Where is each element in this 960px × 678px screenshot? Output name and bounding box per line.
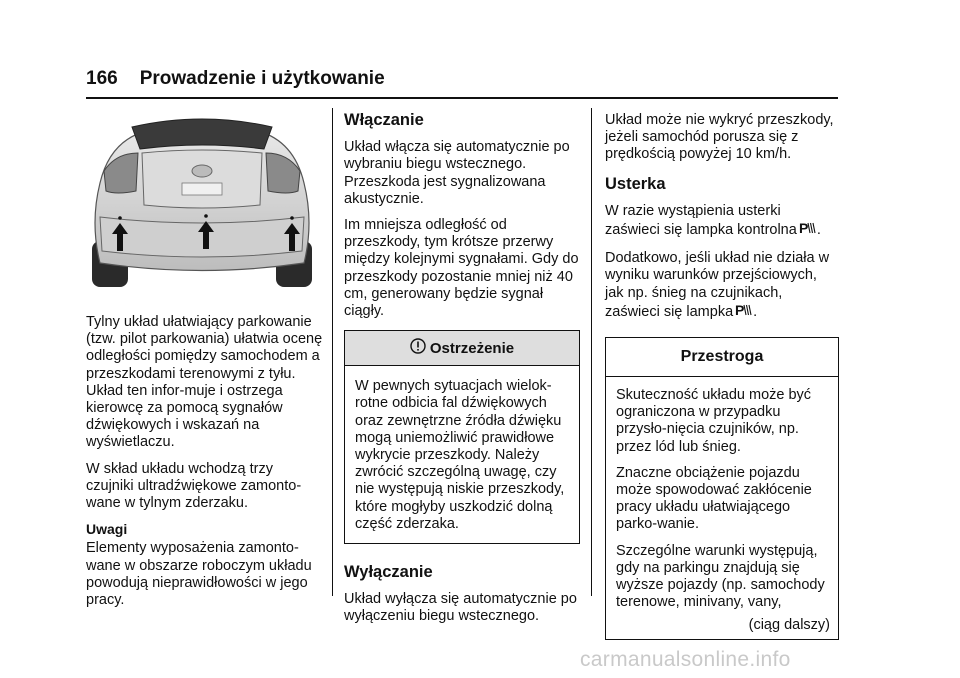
section-heading-off: Wyłączanie [344, 563, 433, 582]
transient-fault-paragraph: Dodatkowo, jeśli układ nie działa w wyniku warunków przejściowych, jak np. śnieg na czujnikach, zaświeci się lampka P . [605, 250, 839, 323]
deactivation-paragraph: Układ wyłącza się automatycznie po wyłączeniu biegu wstecznego. [344, 591, 577, 625]
header-rule [86, 97, 838, 99]
activation-paragraph: Układ włącza się automatycznie po wybraniu biegu wstecznego. Przeszkoda jest sygnalizowana akustycznie. [344, 139, 570, 207]
fault-paragraph: W razie wystąpienia usterki zaświeci się lampka kontrolna P . [605, 203, 839, 241]
caution-box [605, 337, 839, 640]
parking-assist-warning-icon [799, 220, 817, 241]
watermark: carmanualsonline.info [580, 648, 791, 671]
warning-box [344, 330, 580, 544]
car-rear-illustration [86, 113, 318, 293]
intro-paragraph: Tylny układ ułatwiający parkowanie (tzw. pilot parkowania) ułatwia ocenę odległości pomiędzy samochodem a przeszkodami terenowymi z tyłu. Układ ten infor-muje i ostrzega kierowcę za pomocą sygnałów dźwiękowych i wskazań na wyświetlaczu. [86, 314, 323, 451]
section-heading-fault: Usterka [605, 174, 666, 193]
page-header [86, 68, 385, 90]
svg-text:P: P [798, 220, 809, 237]
caution-title: Przestroga [680, 348, 764, 366]
distance-paragraph: Im mniejsza odległość od przeszkody, tym krótsze przerwy między kolejnymi sygnałami. Gdy do przeszkody pozostanie mniej niż 40 cm, generowany będzie sygnał ciągły. [344, 217, 579, 320]
note-text: Elementy wyposażenia zamonto-wane w obszarze roboczym układu powodują nieprawidłowości w jego pracy. [86, 540, 312, 609]
warning-icon [410, 338, 426, 358]
fault-text: W razie wystąpienia usterki zaświeci się lampka kontrolna [605, 202, 797, 239]
right-column [605, 112, 839, 640]
left-column [86, 314, 324, 618]
column-divider-left [332, 108, 333, 596]
sensors-paragraph: W skład układu wchodzą trzy czujniki ultradźwiękowe zamonto-wane w tylnym zderzaku. [86, 460, 302, 512]
caution-paragraph-3: Szczególne warunki występują, gdy na parkingu znajdują się wyższe pojazdy (np. samochody terenowe, minivany, vany, [616, 542, 825, 611]
warning-text: W pewnych sytuacjach wielok-rotne odbicia fal dźwiękowych oraz zewnętrzne źródła dźwięku mogą uniemożliwić prawidłowe wykrycie przeszkody. Należy zwrócić szczególną uwagę, czy nie występują niskie przeszkody, które mogłyby uszkodzić dolną część zderzaka. [355, 378, 565, 532]
parking-assist-warning-icon-2 [735, 302, 753, 323]
caution-paragraph-2: Znaczne obciążenie pojazdu może spowodować zakłócenie pracy układu ułatwiającego parko-wanie. [616, 464, 812, 533]
speed-limit-paragraph: Układ może nie wykryć przeszkody, jeżeli samochód porusza się z prędkością powyżej 10 km/h. [605, 112, 834, 163]
column-divider-right [591, 108, 592, 596]
transient-fault-text: Dodatkowo, jeśli układ nie działa w wyniku warunków przejściowych, jak np. śnieg na czujnikach, zaświeci się lampka [605, 250, 830, 320]
svg-text:P: P [735, 301, 745, 318]
continued-note: (ciąg dalszy) [748, 617, 830, 634]
page-number: 166 [86, 68, 118, 89]
section-heading-on: Włączanie [344, 111, 424, 129]
warning-box-header [345, 331, 579, 366]
warning-title: Ostrzeżenie [429, 339, 515, 357]
chapter-title: Prowadzenie i użytkowanie [139, 68, 385, 89]
caution-paragraph-1: Skuteczność układu może być ograniczona w przypadku przysło-nięcia czujników, np. przez lód lub śnieg. [616, 387, 812, 455]
caution-box-header [606, 338, 838, 377]
note-heading: Uwagi [86, 521, 128, 538]
middle-column [344, 112, 580, 635]
